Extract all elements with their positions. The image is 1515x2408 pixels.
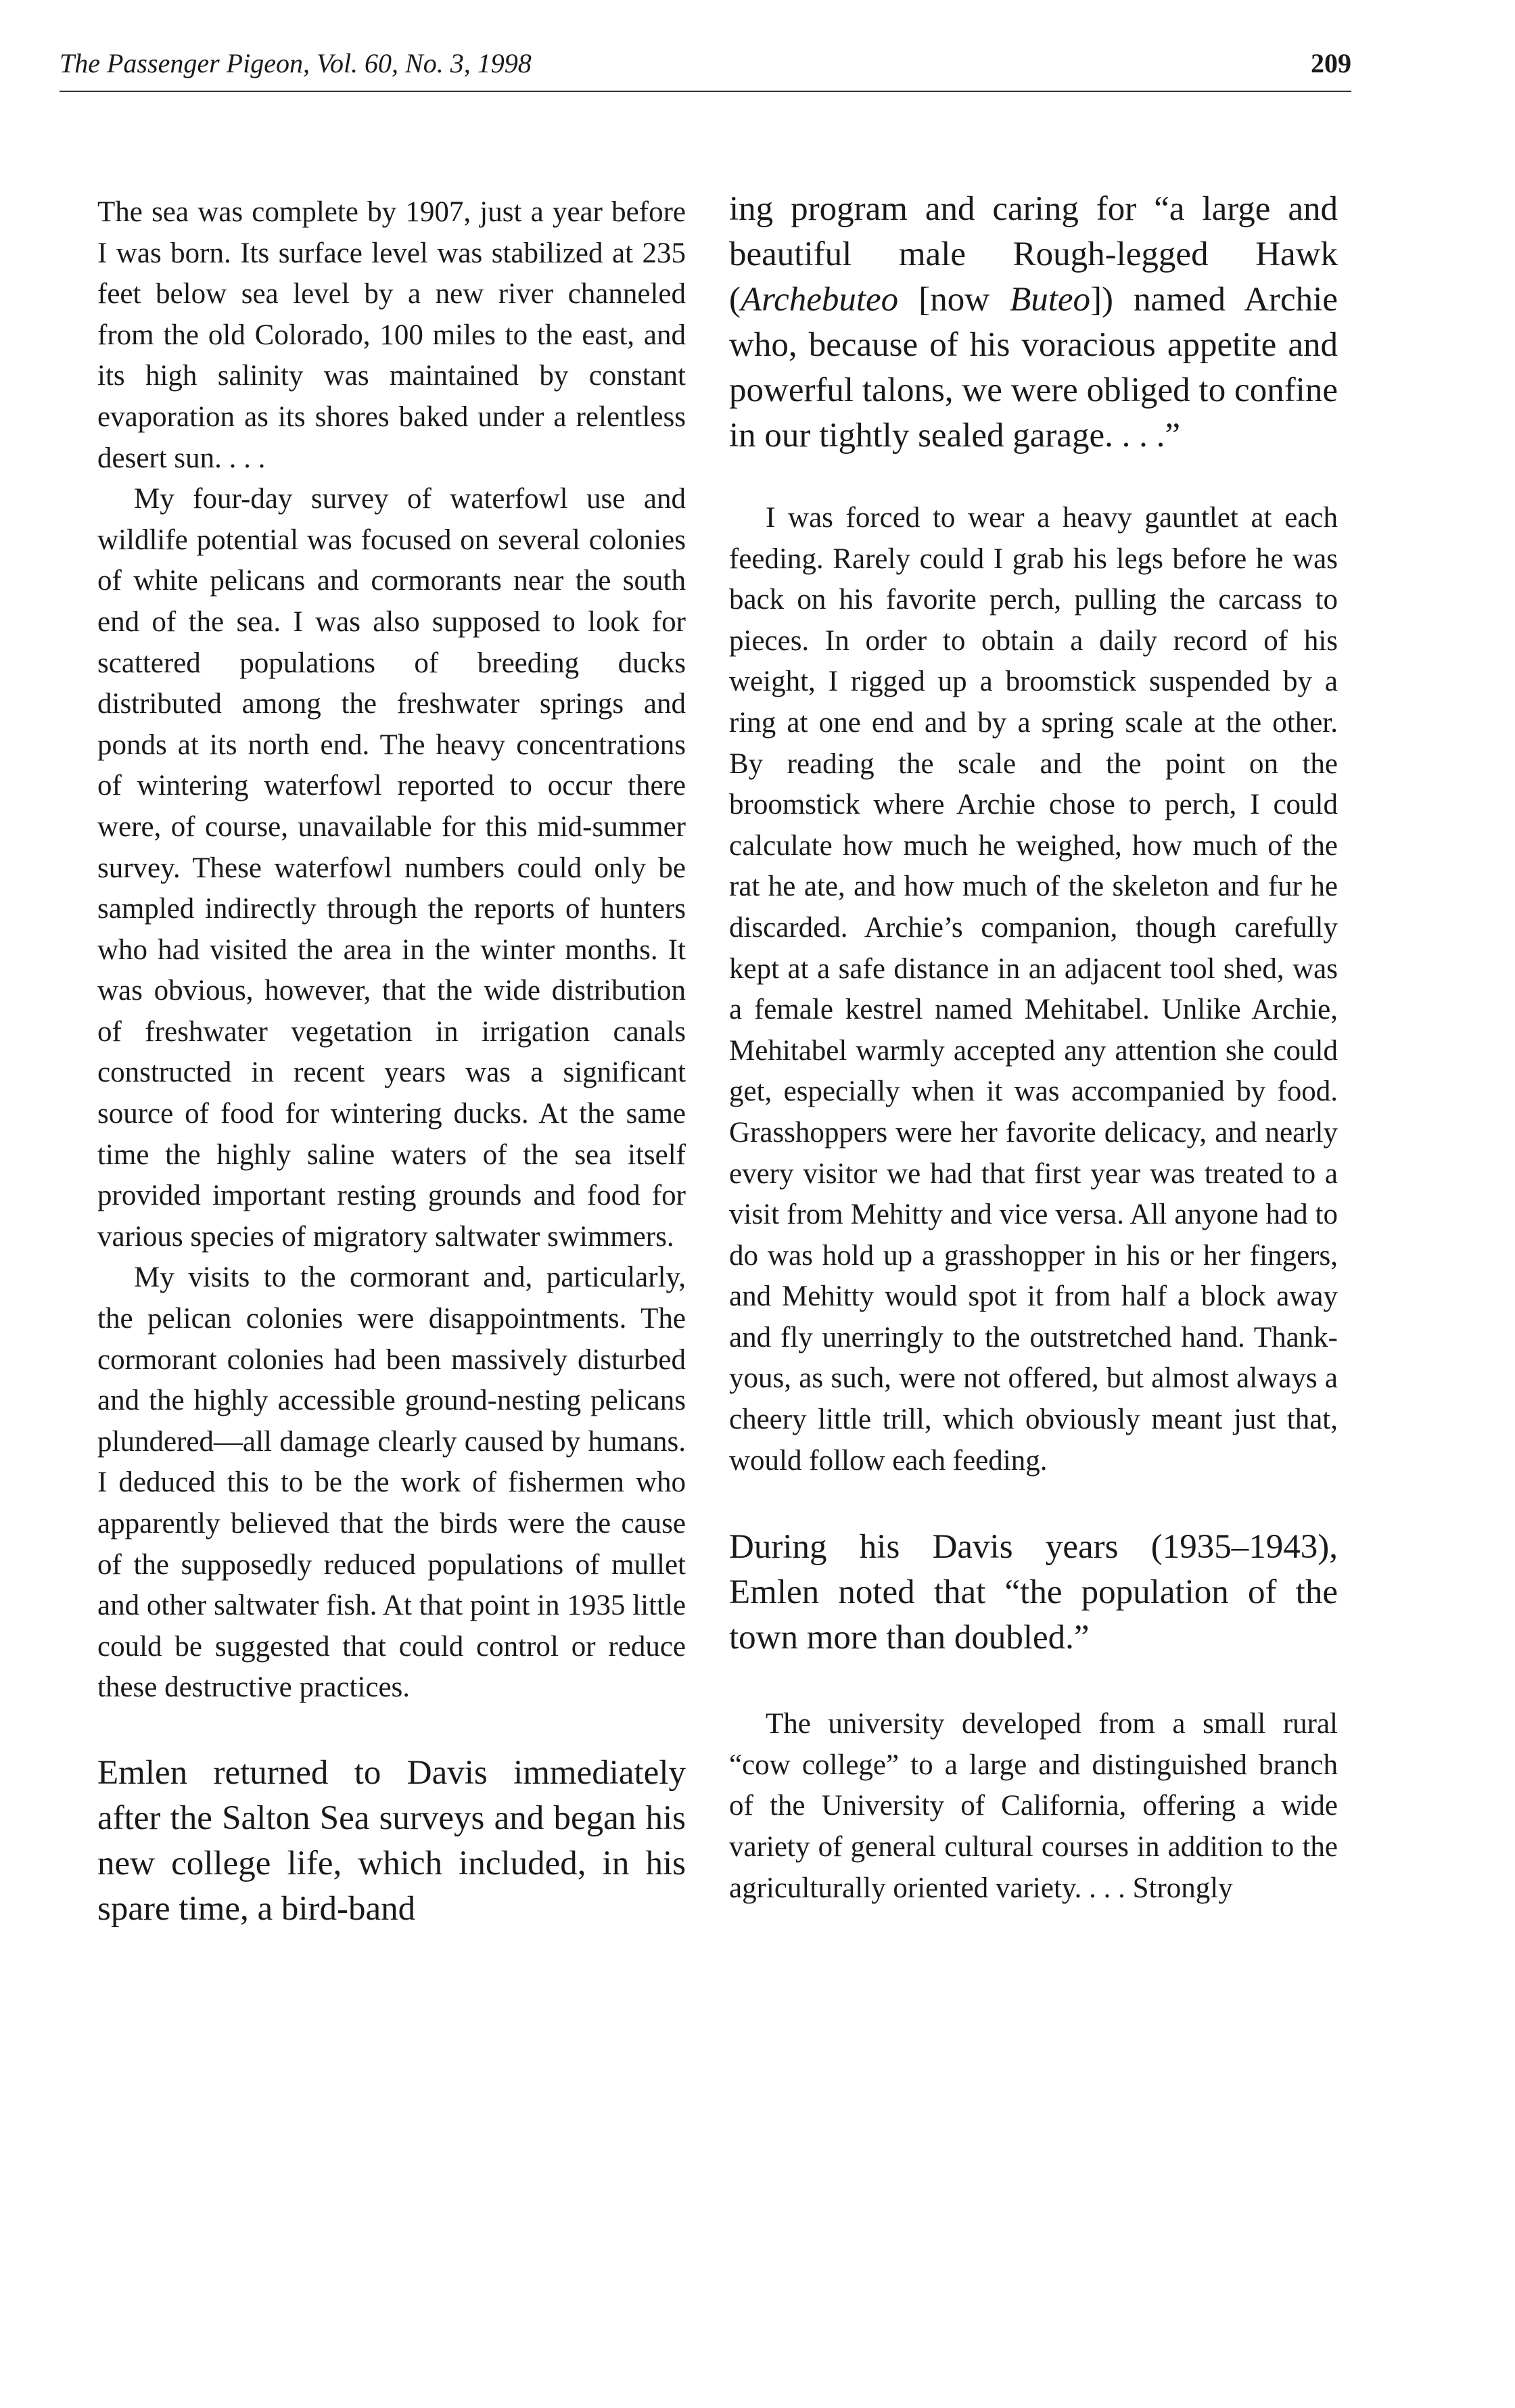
- narrative-text: ing program and caring for “a large and beautiful male Rough-legged Hawk (: [729, 190, 1338, 319]
- narrative-text: ]) named Archie who, because of his voracious appetite and powerful talons, we were obliged to confine in our tightly sealed garage. . . .”: [729, 281, 1338, 455]
- left-column: [97, 192, 686, 1932]
- spacer: [729, 1481, 1338, 1525]
- running-head: [60, 47, 1351, 80]
- spacer: [97, 1709, 686, 1751]
- genus-name-old: Archebuteo: [740, 281, 899, 319]
- quote-paragraph-salton-sea: The sea was complete by 1907, just a year before I was born. Its surface level was stabilized at 235 feet below sea level by a new river channeled from the old Colorado, 100 miles to the east, and its high salinity was maintained by constant evaporation as its shores baked under a relentless desert sun. . . .: [97, 196, 686, 474]
- quote-paragraph-university: The university developed from a small rural “cow college” to a large and distinguished branch of the University of California, offering a wide variety of general cultural courses in addition to the agriculturally oriented variety. . . . Strongly: [729, 1708, 1338, 1904]
- narrative-paragraph-davis-years: During his Davis years (1935–1943), Emlen noted that “the population of the town more than doubled.”: [729, 1528, 1338, 1657]
- narrative-text: [now: [898, 281, 1010, 319]
- narrative-paragraph-hawk: [729, 187, 1338, 459]
- spacer: [729, 459, 1338, 498]
- quote-paragraph-colonies: My visits to the cormorant and, particularly, the pelican colonies were disappointments. The cormorant colonies had been massively disturbed and the highly accessible ground-nesting pelicans plundered—all damage clearly caused by humans. I deduced this to be the work of fishermen who apparently believed that the birds were the cause of the supposedly reduced populations of mullet and other saltwater fish. At that point in 1935 little could be suggested that could control or reduce these destructive practices.: [97, 1261, 686, 1704]
- right-column: [729, 187, 1338, 1909]
- page-number: 209: [1311, 48, 1351, 78]
- quote-paragraph-waterfowl-survey: My four-day survey of waterfowl use and wildlife potential was focused on several colonies of white pelicans and cormorants near the south end of the sea. I was also supposed to look for scattered populations of breeding ducks distributed among the freshwater springs and ponds at its north end. The heavy concentrations of wintering waterfowl reported to occur there were, of course, unavailable for this mid-summer survey. These waterfowl numbers could only be sampled indirectly through the reports of hunters who had visited the area in the winter months. It was obvious, however, that the wide distribution of freshwater vegetation in irrigation canals constructed in recent years was a significant source of food for wintering ducks. At the same time the highly saline waters of the sea itself provided important resting grounds and food for various species of migratory saltwater swimmers.: [97, 483, 686, 1253]
- genus-name-new: Buteo: [1010, 281, 1091, 319]
- journal-citation: The Passenger Pigeon, Vol. 60, No. 3, 1998: [60, 48, 532, 78]
- spacer: [729, 1661, 1338, 1704]
- header-rule: [60, 91, 1351, 92]
- narrative-paragraph-davis: Emlen returned to Davis immediately after the Salton Sea surveys and began his new college life, which included, in his spare time, a bird-band: [97, 1753, 686, 1928]
- quote-paragraph-archie: I was forced to wear a heavy gauntlet at each feeding. Rarely could I grab his legs before he was back on his favorite perch, pulling the carcass to pieces. In order to obtain a daily record of his weight, I rigged up a broomstick suspended by a ring at one end and by a spring scale at the other. By reading the scale and the point on the broomstick where Archie chose to perch, I could calculate how much he weighed, how much of the rat he ate, and how much of the skeleton and fur he discarded. Archie’s companion, though carefully kept at a safe distance in an adjacent tool shed, was a female kestrel named Mehitabel. Unlike Archie, Mehitabel warmly accepted any attention she could get, especially when it was accompanied by food. Grasshoppers were her favorite delicacy, and nearly every visitor we had that first year was treated to a visit from Mehitty and vice versa. All anyone had to do was hold up a grasshopper in his or her fingers, and Mehitty would spot it from half a block away and fly unerringly to the outstretched hand. Thank-yous, as such, were not offered, but almost always a cheery little trill, which obviously meant just that, would follow each feeding.: [729, 502, 1338, 1477]
